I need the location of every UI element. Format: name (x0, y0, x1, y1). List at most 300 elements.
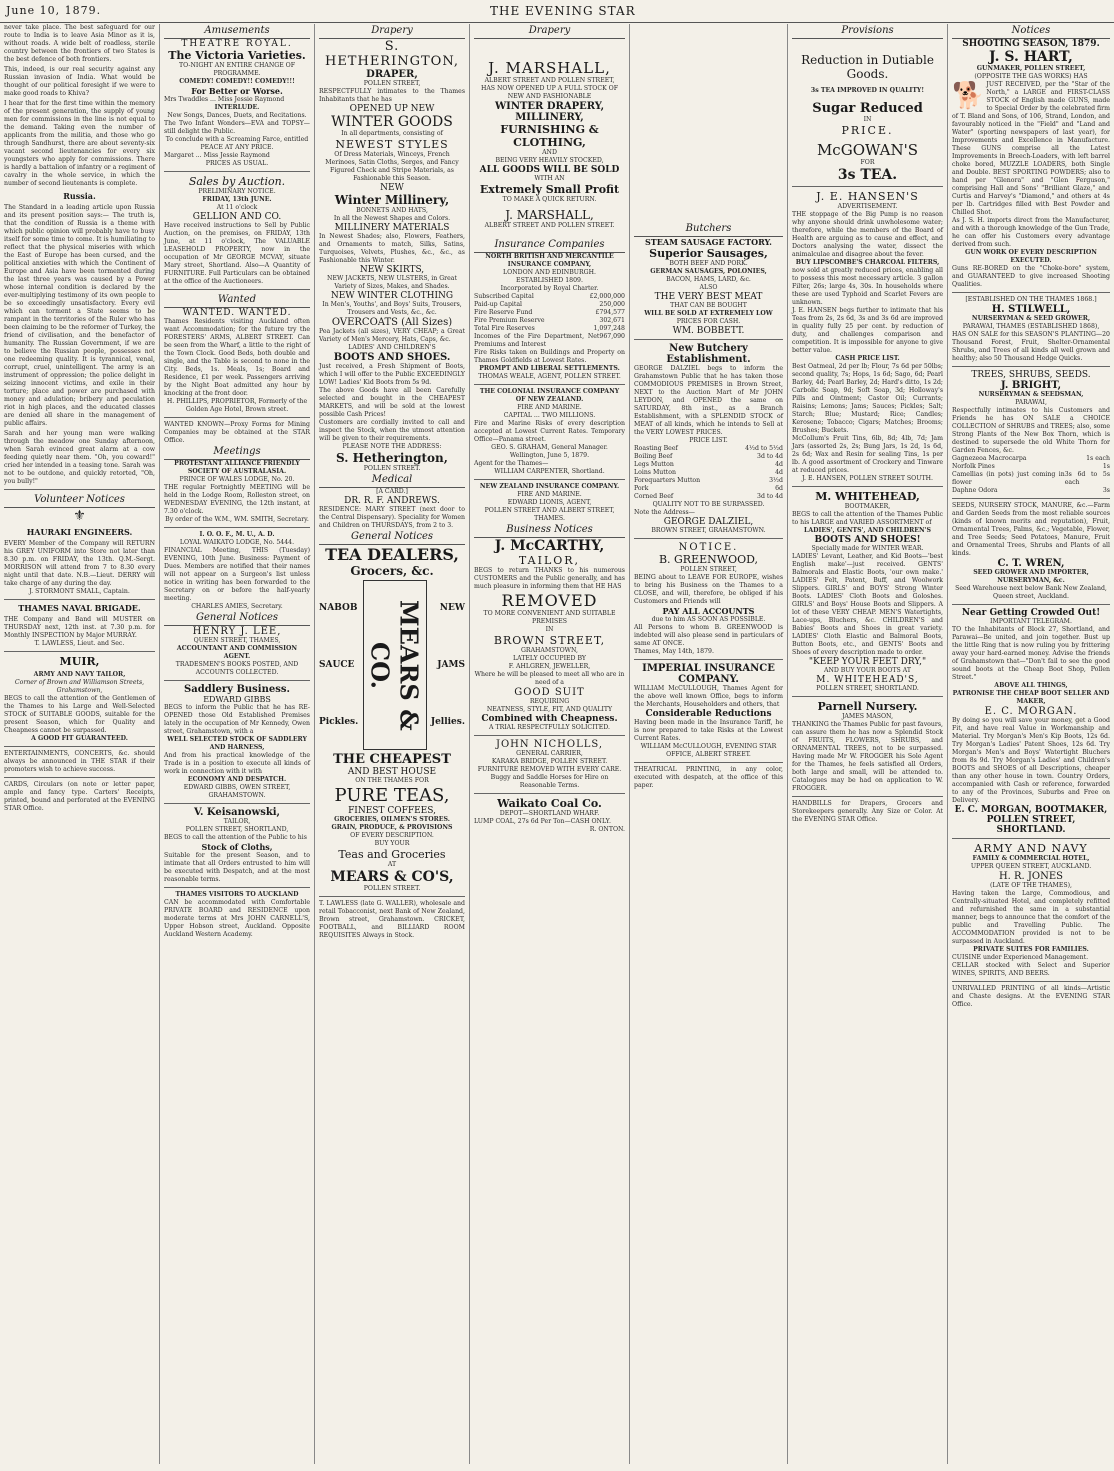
ad-address: Corner of Brown and Williamson Streets, Grahamstown, (14, 679, 145, 694)
ad-text: POLLEN STREET, (680, 566, 737, 573)
ad-text: IN (863, 116, 872, 123)
ad-text: (OPPOSITE THE GAS WORKS) HAS (974, 73, 1088, 80)
ad-text: AT (387, 861, 397, 868)
ad-title: STEAM SAUSAGE FACTORY. (645, 237, 772, 247)
section-header-drapery: Drapery (319, 24, 465, 39)
ad-title: B. GREENWOOD, (658, 553, 759, 566)
columns (0, 24, 1114, 1464)
table-row: Roasting Beef 4½d to 5½d (634, 445, 783, 452)
ad-text: PRINCE OF WALES LODGE, No. 20. (179, 476, 295, 483)
ad-title: New Butchery Establishment. (666, 343, 751, 365)
ad-text: POLLEN STREET. (363, 465, 421, 472)
ad-text: A TRIAL RESPECTFULLY SOLICITED. (489, 724, 610, 731)
ad-headline: WINTER GOODS (331, 114, 453, 130)
ad-title: PROTESTANT ALLIANCE FRIENDLY SOCIETY OF AUSTRALASIA. (174, 460, 300, 475)
ad-text: Suitable for the present Season, and to intimate that all Orders entrusted to him will be executed with Despatch, and at the most reasonable terms. (164, 852, 310, 883)
ad-signature: WILLIAM CARPENTER, Shortland. (494, 468, 605, 475)
ad-headline: Goods. (846, 67, 889, 81)
ad-text: AND BEST HOUSE (347, 767, 437, 777)
masthead (0, 0, 1114, 23)
ad-text: BEING VERY HEAVILY STOCKED, (495, 157, 604, 164)
table-row: Loins Mutton 4d (634, 469, 783, 476)
ad-text: WITH AN (534, 175, 565, 182)
ad-text: WELL SELECTED STOCK OF SADDLERY AND HARNESS, (167, 736, 307, 751)
column-drapery-1 (315, 24, 470, 1464)
ad-text: FIRE AND MARINE. (517, 491, 582, 498)
ad-text: PRICES FOR CASH. (676, 318, 741, 325)
ad-text: And from his practical knowledge of the Trade is in a position to execute all kinds of work in connection with it with (164, 752, 310, 775)
ad-text: DRAPER, (366, 69, 418, 80)
ad-text: NEW (380, 183, 404, 193)
ad-title: V. Keisanowski, (193, 807, 281, 818)
ad-signature: WM. BOBBETT. (672, 326, 745, 336)
section-header-business: Business Notices (474, 523, 625, 538)
ad-headline: S. Hetherington, (336, 451, 448, 465)
ad-text: JAMS (437, 659, 465, 670)
ad-headline: McGOWAN'S (816, 141, 919, 159)
ad-signature: J. E. HANSEN, POLLEN STREET SOUTH. (802, 475, 933, 482)
ad-text: BEGS to call the attention of the Public to his (164, 834, 307, 841)
ad-text: NURSERYMAN & SEED GROWER, (971, 315, 1091, 322)
ad-text: NURSERYMAN & SEEDSMAN, (978, 391, 1084, 398)
ad-text: Fire Risks taken on Buildings and Property on Thames Goldfields at Lowest Rates. (474, 349, 625, 364)
ad-signature: GEORGE DALZIEL, (663, 517, 754, 527)
ad-title: H. STILWELL, (991, 304, 1071, 315)
ad-text: HAS ON SALE for this SEASON'S PLANTING—20 Thousand Forest, Fruit, Shelter-Ornamental Shrubs, and Trees of all kinds all well grown and healthy; also 50 Thousand Hedge Quicks. (952, 331, 1110, 362)
section-header-butchers: Butchers (634, 222, 783, 237)
ad-text: ABOVE ALL THINGS, (994, 682, 1068, 689)
ad-text: Note the Address— (634, 509, 695, 516)
ad-title: EDWARD GIBBS (203, 695, 271, 704)
ad-text: PLEASE NOTE THE ADDRESS: (342, 443, 442, 450)
table-row: Norfolk Pines 1s (952, 463, 1110, 470)
ad-text: TO MAKE A QUICK RETURN. (502, 196, 597, 203)
ad-text: PATRONISE THE CHEAP BOOT SELLER AND MAKER, (952, 690, 1110, 705)
ad-text: Just received, a Fresh Shipment of Boots, which I will offer to the Public EXCEEDINGLY LOW! Ladies' Kid Boots from 5s 9d. (319, 363, 465, 386)
ad-subtitle: ARMY AND NAVY TAILOR, (33, 671, 126, 678)
ad-text: PARAWAI, (1015, 399, 1047, 406)
ad-text: now sold at greatly reduced prices, enabling all to possess this most necessary article. 3 gallon Filter, 26s; large 4s, 30s. In households where these are used Typhoid and Scarlet Fevers are unknown. (792, 267, 943, 306)
ad-text: WILL BE SOLD AT EXTREMELY LOW (644, 310, 773, 317)
ad-signature: J. MARSHALL, (505, 208, 594, 222)
mears-vertical-logo: MEARS & CO. (363, 580, 427, 750)
ad-title: NOTICE. (678, 542, 739, 553)
ad-title: I. O. O. F., M. U., A. D. (199, 531, 275, 538)
ad-text: McCollum's Fruit Tins, 6lb, 8d; 4lb, 7d; Jam Jars (assorted 2s, 2s; Bung Jars, 1s 2d, 1s 6d, 2s 6d; Wax and Resin for sealing Tins, 1s per lb. A good assortment of Crockery and Tinware at reduced prices. (792, 435, 943, 474)
ad-title: JOHN NICHOLLS, (495, 739, 604, 750)
ad-text: Having taken the Large, Commodious, and Centrally-situated Hotel, and completely refitted and refurnished the same in a substantial manner, begs to announce that the comfort of the public and Travelling Public. The ACCOMMODATION provided is not to be surpassed in Auckland. (952, 890, 1110, 945)
ad-headline: FURNISHING & CLOTHING, (500, 123, 599, 149)
ad-headline: REMOVED (501, 591, 598, 610)
ad-text: KARAKA BRIDGE, POLLEN STREET. (491, 758, 608, 765)
column-amusements (160, 24, 315, 1464)
ad-text: PROMPT AND LIBERAL SETTLEMENTS. (479, 365, 620, 372)
capital-table (474, 293, 625, 349)
ad-title: HENRY J. LEE, (192, 626, 282, 637)
ad-text: FAMILY & COMMERCIAL HOTEL, (972, 855, 1090, 862)
ad-title: J. MARSHALL, (488, 59, 611, 77)
ad-text: NEW JACKETS, NEW ULSTERS, in Great Variety of Sizes, Makes, and Shades. (327, 275, 457, 290)
ad-signature: GEO. S. GRAHAM, General Manager. Wellington, June 5, 1879. (491, 444, 608, 459)
ad-text: due to him AS SOON AS POSSIBLE. (651, 616, 766, 623)
issue-date: June 10, 1879. (6, 4, 102, 17)
ad-text: T. LAWLESS (late G. WALLER), wholesale and retail Tobacconist, next Bank of New Zealand, Brown street, Grahamstown. CRICKET, FOOTBALL, and BILLIARD ROOM REQUISITES Always in Stock. (319, 900, 465, 939)
ad-text: Have received instructions to Sell by Public Auction, on the premises, on FRIDAY, 13th June, at 11 o'clock, The VALUABLE LEASEHOLD PROPERTY, now in the occupation of Mr GEORGE MCVAY, situate Mary street, Shortland. Also—A Quantity of FURNITURE. Full Particulars can be obtained at the office of the Auctioneers. (164, 222, 310, 285)
ad-text: ECONOMY AND DESPATCH. (187, 776, 287, 783)
ad-text: Jellies. (430, 716, 465, 727)
ad-title: GELLION AND CO. (192, 212, 282, 222)
table-row: Camellias (in pots) just coming in flower 3s 6d to 5s each (952, 471, 1110, 486)
ad-text: LADIES' Levant, Leather, and Kid Boots—'best English make'—just received. GENTS' Balmorals and Elastic Boots, 'our own make.' LADIES' Felt, Patent, Buff, and Woolwork Slippers. GIRLS' and BOYS' Strong Winter Boots. LADIES' Cloth Boots and Goloshes. GIRLS' and Boys' House Boots and Slippers. A lot of these VERY CHEAP. MEN'S Watertights, Lace-ups, Bluchers, &c. CHILDREN'S and Babies' Boots and Shoes in great variety. LADIES' Cloth Elastic and Balmoral Boots, Button Boots, etc., and GENTS' Boots and Shoes of every description made to order. (792, 553, 943, 656)
ad-headline: Extremely Small Profit (479, 183, 620, 196)
ad-text: Stock of Cloths, (201, 842, 273, 852)
ad-text: FIRE AND MARINE. (517, 404, 582, 411)
ad-text: The above Goods have all been Carefully selected and bought in the CHEAPEST MARKETS, and will be sold at the lowest possible Cash Prices! (319, 387, 465, 418)
ad-text: AND (542, 149, 557, 156)
ad-text: ALBERT STREET AND POLLEN STREET, (484, 77, 615, 84)
ad-headline: THE VERY BEST MEAT (654, 292, 763, 302)
ad-title: WANTED. WANTED. (182, 308, 292, 318)
ad-text: [A CARD.] (376, 488, 408, 495)
table-row: Fire Premium Reserve 302,671 (474, 317, 625, 324)
column-editorial (0, 24, 160, 1464)
ad-text: GRAHAMSTOWN, (520, 647, 579, 654)
ad-headline: Superior Sausages, (649, 247, 768, 260)
ad-signature: E. C. MORGAN, BOOTMAKER, POLLEN STREET, SHORTLAND. (954, 805, 1108, 835)
ad-text: BUY LIPSCOMBE'S CHARCOAL FILTERS, (795, 259, 940, 266)
ad-text: BOTH BEEF AND PORK. (669, 260, 748, 267)
ad-text: EVERY Member of the Company will RETURN his GREY UNIFORM into Store not later than 8.30 p.m. on FRIDAY, the 13th. Q.M.-Sergt. MORRISON will attend from 7 to 8.30 every night until that date. N.B.—Lieut. DERRY will take charge of any during the day. (4, 540, 155, 587)
ad-headline: BOOTS AND SHOES. (333, 352, 451, 363)
ad-text: BEGS to return THANKS to his numerous CUSTOMERS and the Public generally, and has much pleasure in informing them that HE HAS (474, 567, 625, 590)
ad-text: TO MORE CONVENIENT AND SUITABLE PREMISES (483, 610, 616, 625)
ad-text: Specially made for WINTER WEAR. (811, 545, 924, 552)
ad-text: BEGS to call the attention of the Gentlemen of the Thames to his Large and Well-Selected STOCK of SUITABLE GOODS, suitable for the present Season, which for Quality and Cheapness cannot be surpassed. (4, 695, 155, 734)
section-header-meetings: Meetings (164, 445, 310, 460)
ad-title: Waikato Coal Co. (497, 797, 602, 810)
ad-headline: "KEEP YOUR FEET DRY," (808, 657, 927, 667)
crest-icon: ⚜ (73, 508, 86, 524)
ad-title: Parnell Nursery. (817, 700, 918, 713)
ad-text: THAT CAN BE BOUGHT (670, 302, 747, 309)
ad-text: BEING about to LEAVE FOR EUROPE, wishes to bring his Business on the Thames to a CLOSE, and will, therefore, be obliged if his Customers and Friends will (634, 574, 783, 605)
paragraph: Sarah and her young man were walking through the meadow one Sunday afternoon, when Sarah evinced great alarm at a cow feeding quietly near them. "Oh, you coward!" cried her intended in a teasing tone. Sarah was not to be outdone, and quickly retorted, "Oh, you bully!" (4, 430, 155, 485)
ad-headline: BOOTS AND SHOES! (814, 535, 921, 545)
ad-text: Fire and Marine Risks of every description accepted at Lowest Current Rates. Temporary Office—Panama street. (474, 420, 625, 443)
ad-headline: TEA DEALERS, (325, 545, 459, 564)
price-table (634, 445, 783, 501)
ad-text: Guns RE-BORED on the "Choke-bore" system, and GUARANTEED to give increased Shooting Qualities. (952, 265, 1110, 288)
column-provisions (788, 24, 948, 1464)
section-header-general: General Notices (319, 530, 465, 545)
table-row: Incomes of the Fire Department, Net Premiums and Interest 967,090 (474, 333, 625, 348)
ad-text: GUN WORK OF EVERY DESCRIPTION EXECUTED. (965, 249, 1097, 264)
ad-text: LADIES', GENTS', AND CHILDREN'S (804, 527, 931, 534)
ad-text: LADIES' AND CHILDREN'S (348, 344, 436, 351)
ad-text: POLLEN STREET, SHORTLAND. (816, 685, 919, 692)
ad-text: BUY YOUR (374, 840, 410, 847)
paragraph: The Standard in a leading article upon Russia and its present position says:— The truth is, that the condition of Russia is a theme with which public opinion will probably have to busy itself for some time to come. It is humiliating to reflect that the physical miseries with which the East of Europe has been cursed, and the political anxieties with which the Continent of Europe and Asia have been tormented during the last three years was caused by a Power whose internal condition is declared by the ever-multiplying testimony of its own people to be so exceedingly unsatisfactory. Every evil which can torment a State seems to be rampant in the territories of the Ruler who has been claiming to be the reformer of Turkey, the friend of civilisation, and the benefactor of humanity. The Russian Government, if we are to believe the Russian people, possesses not one redeeming quality. It is tyrannical, venal, corrupt, cruel, unintelligent. The army is an instrument of oppression; the police delight in seizing innocent victims, and exile in their torture; place and power are purchased with money and adulation; bribery and peculation riot in high places, and the educated classes are denied all share in the management of public affairs. (4, 204, 155, 427)
ad-text: PRICES AS USUAL. (205, 160, 269, 167)
section-header-provisions: Provisions (792, 24, 943, 39)
ad-headline: NEW SKIRTS, (359, 265, 425, 275)
ad-text: BACON, HAMS, LARD, &c. (666, 276, 751, 283)
column-drapery-2 (470, 24, 630, 1464)
ad-title: Near Getting Crowded Out! (961, 608, 1101, 618)
ad-headline: H. R. JONES (998, 871, 1064, 882)
ad-signature: EDWARD GIBBS, OWEN STREET, GRAHAMSTOWN. (183, 784, 291, 799)
ad-text: THE regular Fortnightly MEETING will be held in the Lodge Room, Rolleston street, on WEDNESDAY EVENING, the 12th instant, at 7.30 o'clock. (164, 484, 310, 515)
ad-title: MUIR, (59, 655, 100, 668)
table-row: Paid-up Capital 250,000 (474, 301, 625, 308)
ad-text: COMEDY! COMEDY!! COMEDY!!! (179, 78, 295, 85)
ad-signature: R. ONTON. (589, 826, 625, 833)
ad-headline: Winter Millinery, (334, 193, 450, 207)
ad-title: IMPERIAL INSURANCE COMPANY. (642, 663, 775, 685)
ad-text: QUALITY NOT TO BE SURPASSED. (652, 501, 765, 508)
ad-text: TAILOR, (518, 554, 581, 567)
ad-text: All Persons to whom B. GREENWOOD is indebted will also please send in particulars of same AT ONCE. (634, 624, 783, 647)
ad-text: SAUCE (319, 659, 355, 670)
table-row: Subscribed Capital £2,000,000 (474, 293, 625, 300)
ad-text: ADVERTISEMENT. (837, 203, 898, 210)
ad-text: THANKING the Thames Public for past favours, can assure them he has now a Splendid Stock of FRUITS, FLOWERS, SHRUBS, and ORNAMENTAL TREES, not to be surpassed. Having made Mr W. FROGGER his Sole Agent for the Thames, he feels satisfied all Orders, both large and small, will be attended to. Catalogues may be had on application to W. FROGGER. (792, 721, 943, 792)
section-header-drapery: Drapery (474, 24, 625, 39)
ad-title: THAMES NAVAL BRIGADE. (18, 603, 141, 613)
ad-text: AND BUY YOUR BOOTS AT (823, 667, 912, 674)
ad-headline: Teas and Groceries (338, 848, 446, 861)
section-header-notices: Notices (952, 24, 1110, 39)
ad-text: Incorporated by Royal Charter. (500, 285, 599, 292)
ad-text: New Songs, Dances, Duets, and Recitations. (167, 112, 307, 119)
ad-text: CAN be accommodated with Comfortable PRIVATE BOARD and RESIDENCE upon moderate terms at Mrs JOHN CARNELL'S, Upper Hobson street, Auckland. Opposite Auckland Western Academy. (164, 899, 310, 938)
ad-text: POLLEN STREET, (363, 80, 421, 87)
ad-title: NEW ZEALAND INSURANCE COMPANY. (479, 483, 620, 490)
ad-text: J. E. HANSEN begs further to intimate that his Teas from 2s, 2s 6d, 3s and 3s 6d are improved in quality fully 25 per cent. by reduction of duty, and challenges comparison and competition. It is impossible for anyone to give better value. (792, 307, 943, 354)
ad-title: M. WHITEHEAD, (815, 490, 920, 503)
ad-text: INTERLUDE. (214, 104, 260, 111)
ad-text: NEW (439, 603, 465, 614)
ad-text: POLLEN STREET. (363, 885, 421, 892)
ad-headline: M. WHITEHEAD'S, (816, 675, 919, 685)
ad-text: BROWN STREET, GRAHAMSTOWN. (651, 527, 766, 534)
ad-text: Of Dress Materials, Winceys, French Merinoes, Satin Cloths, Serges, and Fancy Figured Check and Stripe Materials, as Fashionable this Season. (325, 151, 459, 182)
ad-text: Pea Jackets (all sizes), VERY CHEAP; a Great Variety of Men's Mercery, Hats, Caps, &c. (319, 328, 465, 343)
section-header-wanted: Wanted (164, 293, 310, 308)
ad-text: REQUIRING (529, 698, 570, 705)
ad-text: SEED GROWER AND IMPORTER, NURSERYMAN, &c. (973, 569, 1089, 584)
ad-text: IMPORTANT TELEGRAM. (990, 618, 1072, 625)
ad-signature: H. PHILLIPS, PROPRIETOR, Formerly of the Golden Age Hotel, Brown street. (166, 398, 308, 413)
ad-text: ALSO (699, 284, 718, 291)
ad-headline: NEWEST STYLES (335, 138, 449, 151)
ad-text: POLLEN STREET AND ALBERT STREET, THAMES. (484, 507, 615, 522)
ad-text: 3s TEA IMPROVED IN QUALITY! (810, 87, 925, 94)
ad-text: Buggy and Saddle Horses for Hire on Reasonable Terms. (490, 774, 609, 789)
ad-text: EDWARD LIONIS, AGENT, (507, 499, 592, 506)
ad-headline: MILLINERY MATERIALS (334, 223, 450, 233)
ad-text: GEORGE DALZIEL begs to inform the Grahamstown Public that he has taken those COMMODIOUS PREMISES in Brown Street, NEXT to the Auction Mart of Mr JOHN LEYDON, and OPENED the same on SATURDAY, 8th inst., as a Branch Establishment, with a SPLENDID STOCK of MEAT of all kinds, which he intends to Sell at the VERY LOWEST PRICES. (634, 365, 783, 436)
ad-title: THAMES VISITORS TO AUCKLAND (175, 891, 299, 898)
section-header-medical: Medical (319, 473, 465, 488)
ad-headline: Considerable Reductions (645, 709, 772, 719)
ad-title: SHOOTING SEASON, 1879. (962, 39, 1100, 49)
ad-text: FRIDAY, 13th JUNE. (202, 196, 272, 203)
ad-text: Pickles. (319, 716, 359, 727)
ad-text: LOYAL WAIKATO LODGE, No. 5444. (179, 539, 295, 546)
paragraph: never take place. The best safeguard for our route to India is to leave Asia Minor as it is, without roads. A wide belt of roadless, sterile country between the frontiers of two States is the best defence of both frontiers. (4, 24, 155, 63)
ad-text: FINANCIAL Meeting, THIS (Tuesday) EVENING, 10th June. Business: Payment of Dues. Members are notified that their names will not appear on a Surgeon's list unless notice in writing has been forwarded to the Secretary on or before the half-yearly meeting. (164, 547, 310, 602)
ad-headline: MEARS & CO'S, (330, 869, 454, 885)
paper-title: THE EVENING STAR (490, 4, 636, 18)
ad-text: NABOB (319, 603, 358, 614)
ad-headline: GOOD SUIT (514, 687, 585, 698)
ad-text: UPPER QUEEN STREET, AUCKLAND. (970, 863, 1092, 870)
table-row: Fire Reserve Fund £794,577 (474, 309, 625, 316)
ad-text: As J. S. H. imports direct from the Manufacturer, and with a thorough knowledge of the Gun Trade, he can offer his Customers every advantage derived from such. (952, 217, 1110, 248)
ad-text: In Men's, Youths', and Boys' Suits, Trousers, Trousers and Vests, &c., &c. (322, 301, 462, 316)
ad-text: GENERAL CARRIER, (516, 750, 583, 757)
ad-text: BONNETS AND HATS, (356, 207, 428, 214)
ad-title: J. E. HANSEN'S (816, 190, 919, 203)
dog-icon: 🐕 (952, 81, 985, 111)
ad-text: SEEDS, NURSERY STOCK, MANURE, &c.—Farm and Garden Seeds from the most reliable sources (kinds of known merits and reputation), Fruit, Ornamental Trees, Palms, &c.; Vegetable, Flower, and Tree Seeds; Seed Potatoes, Manure, Fruit and Ornamental Trees, Shrubs and Plants of all kinds. (952, 502, 1110, 557)
ad-text: Mrs Twaddles ... Miss Jessie Raymond (164, 96, 285, 103)
ad-text: F. AHLGREN, JEWELLER, (508, 663, 591, 670)
ad-footer: A GOOD FIT GUARANTEED. (31, 735, 128, 742)
ad-headline: WINTER DRAPERY, MILLINERY, (494, 101, 605, 123)
ad-text: CELLAR stocked with Select and Superior WINES, SPIRITS, AND BEERS. (952, 962, 1110, 977)
ad-text: PARAWAI, THAMES (ESTABLISHED 1868), (962, 323, 1100, 330)
paragraph: This, indeed, is our real security against any Russian invasion of India. What would be thought of our political foresight if we were to make good roads to Khiva? (4, 66, 155, 97)
section-header-volunteer: Volunteer Notices (4, 493, 155, 508)
ad-headline: NEW WINTER CLOTHING (330, 291, 454, 301)
ad-text: CARDS, Circulars (on note or letter paper, ample and fancy type. Carters' Receipts, printed, bound and perforated at the EVENING STAR Office. (4, 781, 155, 812)
ad-text: HAS NOW OPENED UP A FULL STOCK OF NEW AND FASHIONABLE (480, 85, 619, 100)
ad-text: CUISINE under Experienced Management. (952, 954, 1089, 961)
ad-signature: THOMAS WEALE, AGENT, POLLEN STREET. (478, 373, 621, 380)
ad-headline: PRICE. (841, 124, 894, 137)
table-row: Pork 6d (634, 485, 783, 492)
ad-text: FINEST COFFEES, (348, 806, 436, 816)
ad-text: BEGS to inform the Public that he has RE-OPENED those Old Established Premises lately in the occupation of Mr Kennedy, Owen street, Grahamstown, with a (164, 704, 310, 735)
ad-title: THEATRE ROYAL. (181, 39, 293, 49)
ad-text: TO the Inhabitants of Block 27, Shortland, and Parawai—Be united, and join together. Bust up the little Ring that is now ruling you by frittering away your hard-earned money. Advise the friends of Grahamstown that—"Don't fail to see the good sound boots at the Cheap Boot Shop, Pollen Street." (952, 626, 1110, 681)
ad-headline: ALL GOODS WILL BE SOLD (479, 165, 620, 175)
ad-headline: Grocers, &c. (350, 564, 434, 578)
section-header-insurance: Insurance Companies (474, 238, 625, 253)
ad-text: FOR (860, 159, 875, 166)
ad-text: Margaret ... Miss Jessie Raymond (164, 152, 270, 159)
table-row: Boiling Beef 3d to 4d (634, 453, 783, 460)
ad-text: JUST RECEIVED, per the "Star of the North," a LARGE and FIRST-CLASS STOCK of English made GUNS, made to Special Order by the celebrated firm of T. Bland and Sons, of 106, Strand, London, and favourably noticed in the "Field" and "Land and Water" (sporting newspapers of last year), for Improvements and Excellence in Manufacture. These GUNS comprise all the Latest Improvements in Breech-Loaders, with left barrel choke bored, MUZZLE LOADERS, both Single and Double. BEST SPORTING POWDERS; also to hand per "Glenora" and "Glen Ferguson," comprising Hall and Sons' "Brilliant Glaze," and Curtis and Harvey's "Diamond," and others at 4s per lb. Cartridges filled with Best Powder and Chilled Shot. (952, 81, 1110, 216)
ad-text: IN (545, 626, 554, 633)
plant-price-table (952, 455, 1110, 495)
ad-signature: J. STORMONT SMALL, Captain. (29, 588, 130, 595)
section-title-sales: Sales by Auction. (188, 175, 286, 188)
ad-headline: Sugar Reduced (812, 101, 923, 116)
ad-text: UNRIVALLED PRINTING of all kinds—Artistic and Chaste designs. At the EVENING STAR Office. (952, 985, 1110, 1008)
ad-text: BOOTMAKER, (844, 503, 891, 510)
ad-title: S. HETHERINGTON, (324, 39, 459, 69)
table-row: Gagnezeoa Macrocarpa 1s each (952, 455, 1110, 462)
ad-text: GERMAN SAUSAGES, POLONIES, (650, 268, 767, 275)
ad-headline: PURE TEAS, (334, 785, 450, 806)
ad-headline: PAY ALL ACCOUNTS (662, 606, 755, 616)
section-header-general: General Notices (164, 611, 310, 626)
ad-title: J. BRIGHT, (1000, 380, 1062, 391)
table-row: Forequarters Mutton 3½d (634, 477, 783, 484)
ad-headline: E. C. MORGAN. (984, 706, 1078, 717)
ad-text: Best Oatmeal, 2d per lb; Flour, 7s 6d per 50lbs; second quality, 7s; Hops, 1s 6d; Sago, 6d; Pearl Barley, 4d; Pearl Barley, 2d; Hard's ditto, 1s 2d; Carbolic Soap, 9d; Soft Soap, 3d; Holloway's Pills and Ointment; Castor Oil; Currants; Raisins; Lemons; Jams; Sauces; Pickles; Salt; Starch; Blue; Mustard; Rice; Candles; Kerosene; Tobacco; Cigars; Matches; Brooms; Brushes; Buckets. (792, 363, 943, 434)
ad-text: OPENED UP NEW (349, 104, 435, 114)
ad-text: To conclude with a Screaming Farce, entitled PEACE AT ANY PRICE. (165, 136, 309, 151)
ad-text: The Two Infant Wonders—EVA and TOPSY—still delight the Public. (164, 120, 310, 135)
ad-text: Seed Warehouse next below Bank New Zealand, Queen street, Auckland. (955, 585, 1107, 600)
ad-text: RESPECTFULLY intimates to the Thames Inhabitants that he has (319, 88, 465, 103)
ad-title: HAURAKI ENGINEERS. (26, 527, 133, 537)
ad-headline: Reduction in Dutiable (801, 53, 934, 67)
ad-title: Saddlery Business. (184, 684, 290, 695)
ad-text: CAPITAL ... TWO MILLIONS. (503, 412, 596, 419)
ad-text: QUEEN STREET, THAMES, (193, 637, 281, 644)
ad-text: ENTERTAINMENTS, CONCERTS, &c. should always be announced in THE STAR if their promoters wish to achieve success. (4, 750, 155, 773)
ad-text: TAILOR, (223, 818, 251, 825)
ad-signature: WILLIAM McCULLOUGH, EVENING STAR OFFICE, ALBERT STREET. (640, 743, 777, 758)
ad-title: ARMY AND NAVY (974, 842, 1088, 855)
ad-text: ESTABLISHED 1809. (516, 277, 583, 284)
ad-text: In Newest Shades; also, Flowers, Feathers, and Ornaments to match, Silks, Satins, Turquoises, Velvets, Plushes, &c., &c., as Fashionable this Winter. (319, 233, 465, 264)
ad-text: TRADESMEN'S BOOKS POSTED, AND ACCOUNTS COLLECTED. (175, 661, 299, 676)
ad-text: GRAIN, PRODUCE, & PROVISIONS (331, 824, 453, 831)
ad-headline: 3s TEA. (837, 167, 898, 183)
ad-text: PRICE LIST. (689, 437, 728, 444)
ad-text: ON THE THAMES FOR (355, 777, 429, 784)
ad-signature: T. LAWLESS, Lieut. and Sec. (34, 640, 125, 647)
ad-text: LONDON AND EDINBURGH. (503, 269, 596, 276)
ad-text: Thames, May 14th, 1879. (634, 648, 714, 655)
russia-heading: Russia. (63, 191, 96, 201)
ad-text: THEATRICAL PRINTING, in any color, executed with despatch, at the office of this paper. (634, 766, 783, 789)
ad-headline: THE CHEAPEST (333, 752, 451, 767)
ad-text: WILLIAM McCULLOUGH, Thames Agent for the above well known Office, begs to inform the Merchants, Householders and others, that (634, 685, 783, 708)
ad-text: Respectfully intimates to his Customers and Friends he has ON SALE a CHOICE COLLECTION of SHRUBS and TREES; also, some Strong Plants of the New Box Thorn, which is destined to supersede the old White Thorn for Garden Fences, &c. (952, 407, 1110, 454)
ad-text: ACCOUNTANT AND COMMISSION AGENT. (176, 645, 298, 660)
mears-banner (319, 580, 465, 750)
ad-text: THE Company and Band will MUSTER on THURSDAY next, 12th inst. at 7.30 p.m. for Monthly INSPECTION by Major MURRAY. (4, 616, 155, 639)
ad-text: ALBERT STREET AND POLLEN STREET. (484, 222, 615, 229)
paragraph: I hear that for the first time within the memory of the present generation, the supply of young men for commissions in the line is not equal to the demand. Taking even the number of applicants from the militia, and those who go through Sandhurst, there are about seventy-six vacant second lieutenancies for every six youngsters who apply for commissions. There is hardly a battalion of infantry or a regiment of cavalry in the whole service, in which the number of second lieutenants is complete. (4, 100, 155, 187)
ad-text: By doing so you will save your money, get a Good Fit, and have real Value in Workmanship and Material. Try Morgan's Men's Kip Boots, 12s 6d. Try Morgan's Ladies' Patent Shoes, 12s 6d. Try Morgan's Men's and Boys' Watertight Bluchers from 8s 9d. Try Morgan's Ladies' and Children's BOOTS and SHOES of all Descriptions, cheaper than any other house in town. Country Orders, accompanied with Cash or reference, forwarded to any of the Provinces, Suburbs and Free on Delivery. (952, 717, 1110, 804)
column-butchers (630, 24, 788, 1464)
ad-text: Where he will be pleased to meet all who are in need of a (474, 671, 625, 686)
table-row: Legs Mutton 4d (634, 461, 783, 468)
ad-text: THE stoppage of the Big Pump is no reason why anyone should drink unwholesome water; therefore, while the members of the Board of Health are arguing as to cause and effect, and Doctors analysing the water, dissect the animalculae and disagree about the fever. (792, 211, 943, 258)
ad-text: LATELY OCCUPIED BY (513, 655, 586, 662)
ad-title: THE COLONIAL INSURANCE COMPANY OF NEW ZEALAND. (479, 388, 620, 403)
ad-headline: Combined with Cheapness. (481, 714, 618, 724)
ad-text: [ESTABLISHED ON THE THAMES 1868.] (965, 296, 1097, 303)
ad-text: HANDBILLS for Drapers, Grocers and Storekeepers generally. Any Size or Color. At the EVENING STAR Office. (792, 800, 943, 823)
ad-text: For Better or Worse. (191, 86, 283, 96)
ad-headline: BROWN STREET, (493, 634, 606, 647)
ad-text: NEATNESS, STYLE, FIT, AND QUALITY (486, 706, 613, 713)
section-header-amusements: Amusements (164, 24, 310, 39)
ad-text: RESIDENCE: MARY STREET (next door to the Central Dispensary). Speciality for Women and Children on THURSDAYS, from 2 to 3. (319, 506, 465, 529)
ad-text: In all the Newest Shapes and Colors. (333, 215, 451, 222)
ad-text: WANTED KNOWN—Proxy Forms for Mining Companies may be obtained at the STAR Office. (164, 421, 310, 444)
ad-text: In all departments, consisting of (341, 130, 443, 137)
